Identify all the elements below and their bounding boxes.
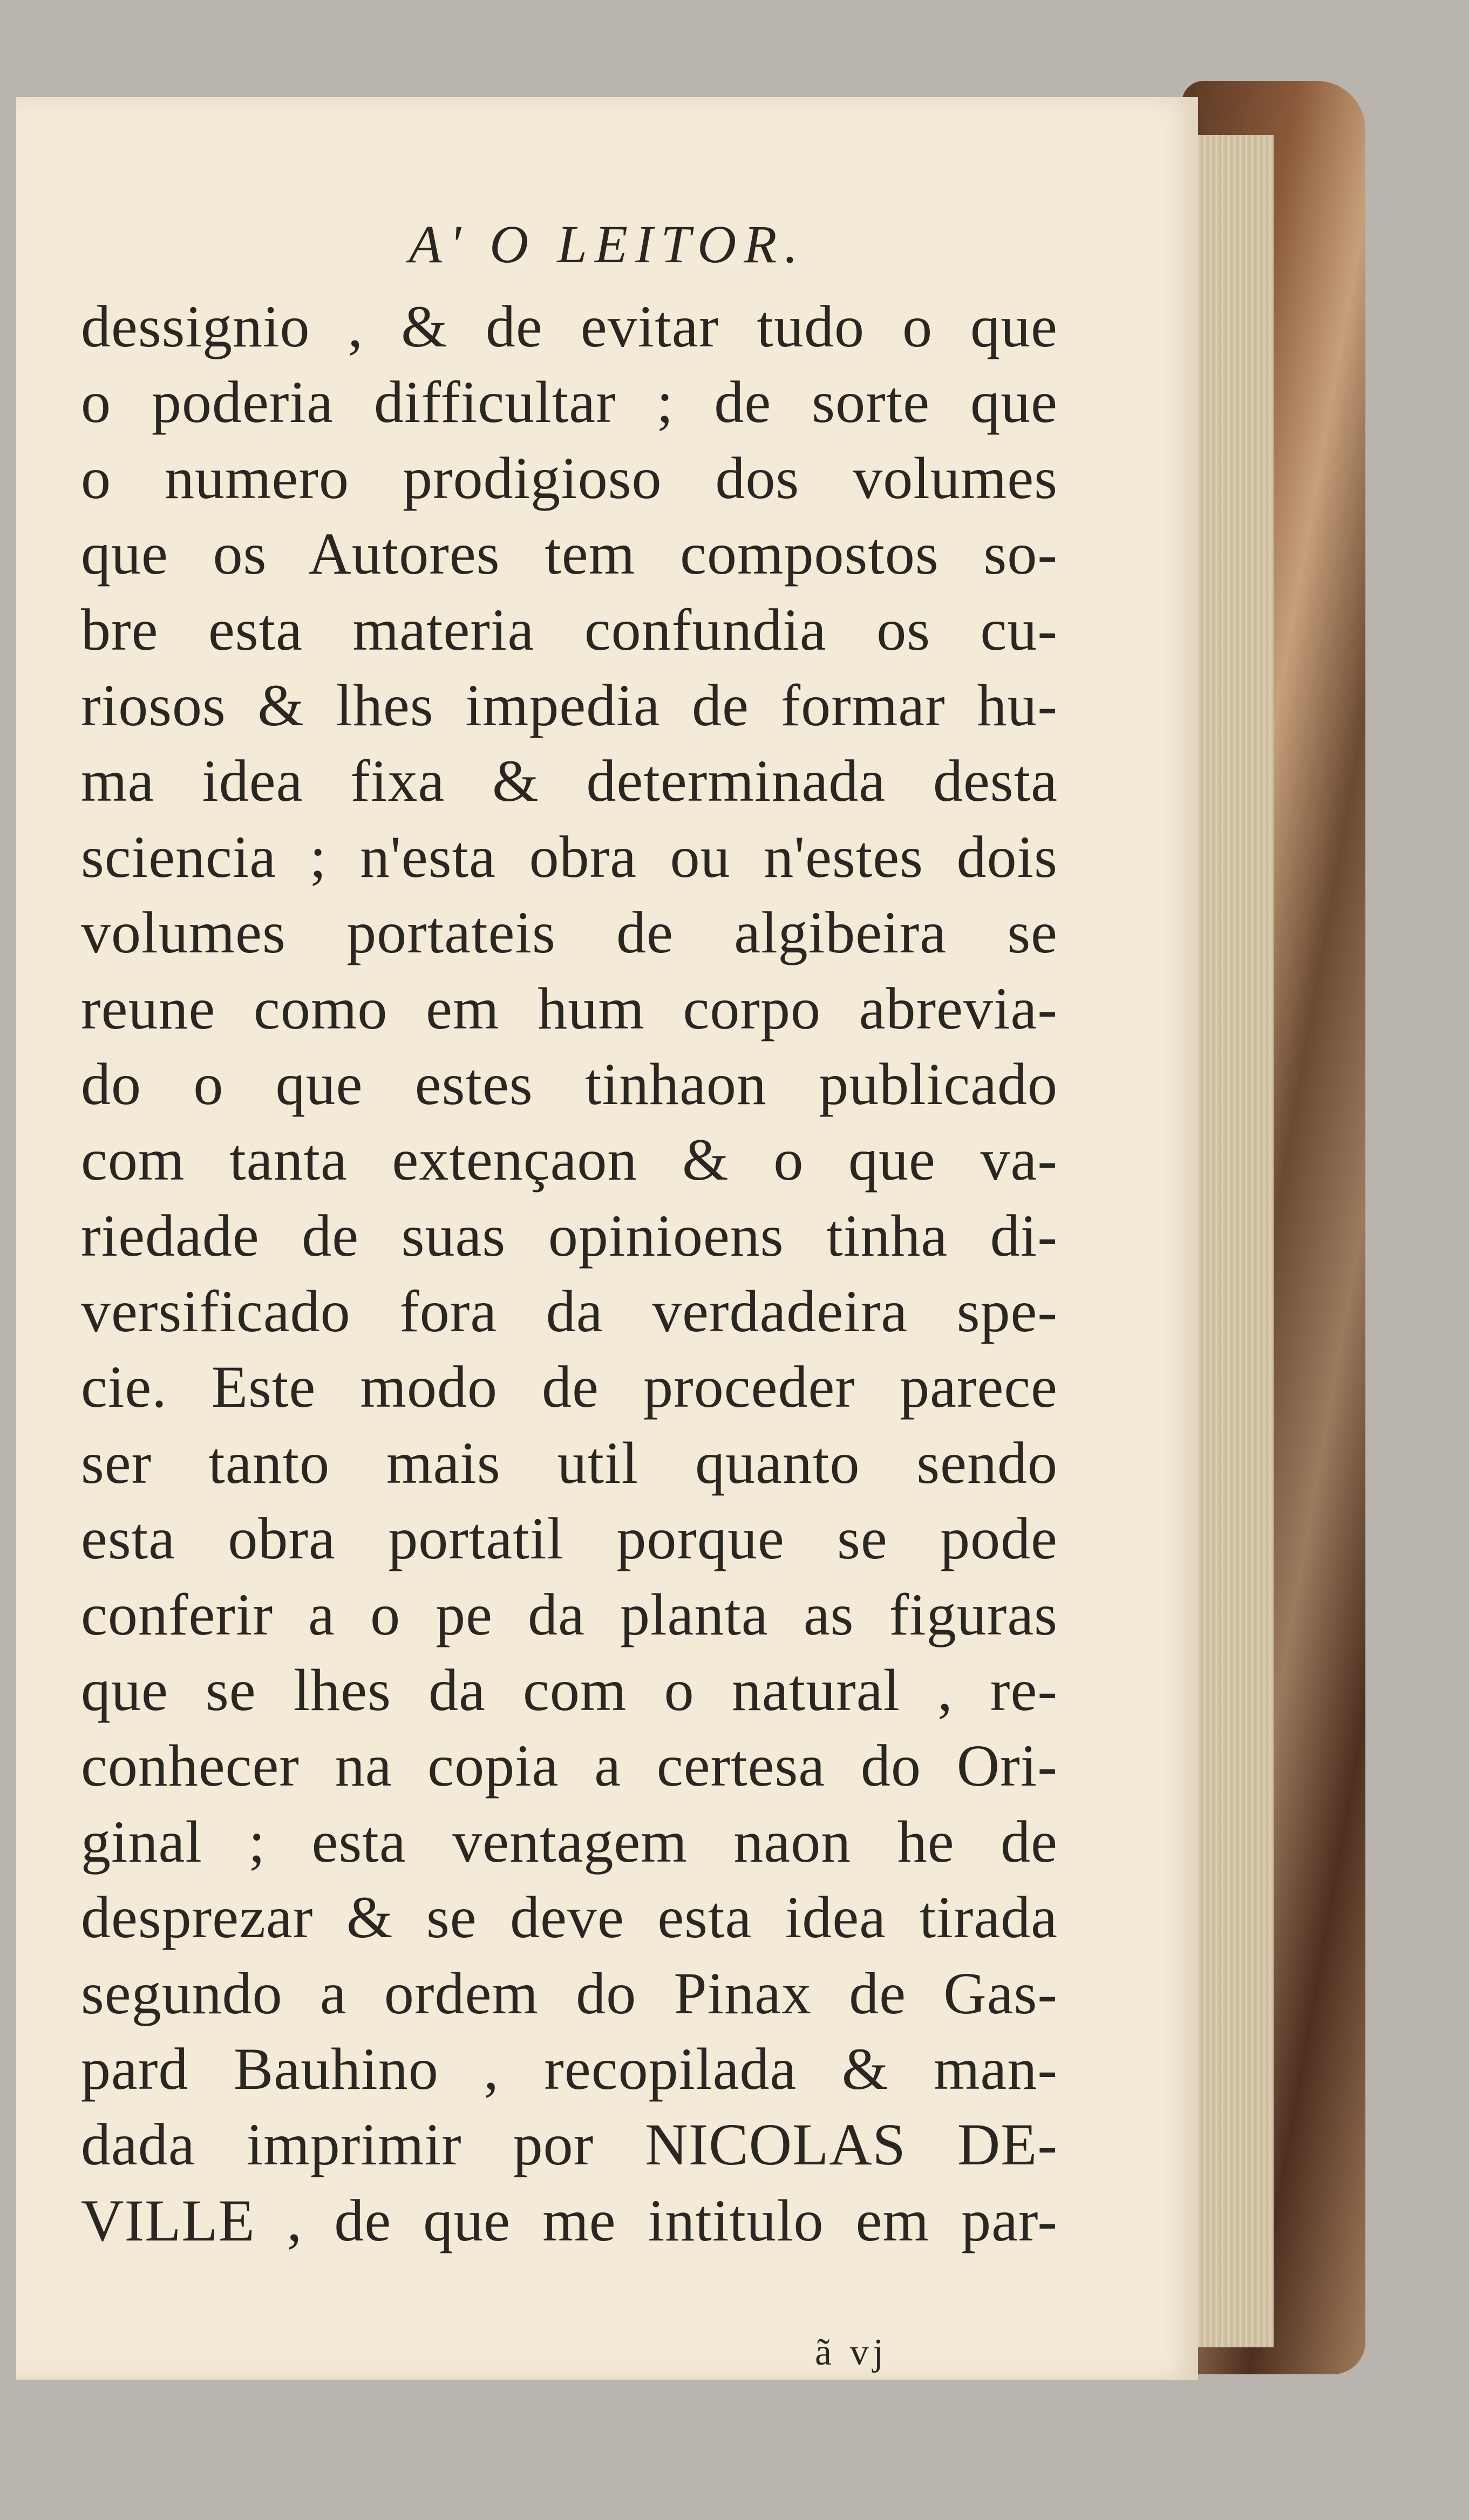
text-line: conferir a o pe da planta as figuras — [81, 1581, 1058, 1647]
text-line: pard Bauhino , recopilada & man- — [81, 2035, 1058, 2102]
text-line: do o que estes tinhaon publicado — [81, 1051, 1058, 1117]
text-line: que se lhes da com o natural , re- — [81, 1657, 1058, 1724]
running-head: A' O LEITOR. — [409, 214, 806, 274]
text-line: ma idea fixa & determinada desta — [81, 748, 1058, 814]
body-text — [81, 289, 1058, 2258]
text-line: versificado fora da verdadeira spe- — [81, 1278, 1058, 1345]
text-line: o numero prodigioso dos volumes — [81, 445, 1058, 511]
text-line: sciencia ; n'esta obra ou n'estes dois — [81, 823, 1058, 890]
signature-mark: ã vj — [815, 2332, 888, 2373]
text-line: riedade de suas opinioens tinha di- — [81, 1202, 1058, 1269]
text-line: dada imprimir por NICOLAS DE- — [81, 2112, 1058, 2178]
text-line: ser tanto mais util quanto sendo — [81, 1429, 1058, 1496]
text-line: conhecer na copia a certesa do Ori- — [81, 1733, 1058, 1799]
text-line: que os Autores tem compostos so- — [81, 521, 1058, 587]
book-page-edges — [1187, 135, 1274, 2347]
text-line: volumes portateis de algibeira se — [81, 900, 1058, 966]
text-line: desprezar & se deve esta idea tirada — [81, 1884, 1058, 1951]
text-line: reune como em hum corpo abrevia- — [81, 975, 1058, 1041]
text-line: o poderia difficultar ; de sorte que — [81, 369, 1058, 435]
text-line: cie. Este modo de proceder parece — [81, 1354, 1058, 1420]
book-page — [16, 97, 1198, 2380]
text-line: com tanta extençaon & o que va- — [81, 1127, 1058, 1193]
text-line: ginal ; esta ventagem naon he de — [81, 1808, 1058, 1875]
text-line: riosos & lhes impedia de formar hu- — [81, 672, 1058, 738]
text-line: dessignio , & de evitar tudo o que — [81, 294, 1058, 359]
text-line: bre esta materia confundia os cu- — [81, 596, 1058, 663]
text-line: segundo a ordem do Pinax de Gas- — [81, 1960, 1058, 2026]
text-line: VILLE , de que me intitulo em par- — [81, 2187, 1058, 2253]
text-line: esta obra portatil porque se pode — [81, 1506, 1058, 1572]
